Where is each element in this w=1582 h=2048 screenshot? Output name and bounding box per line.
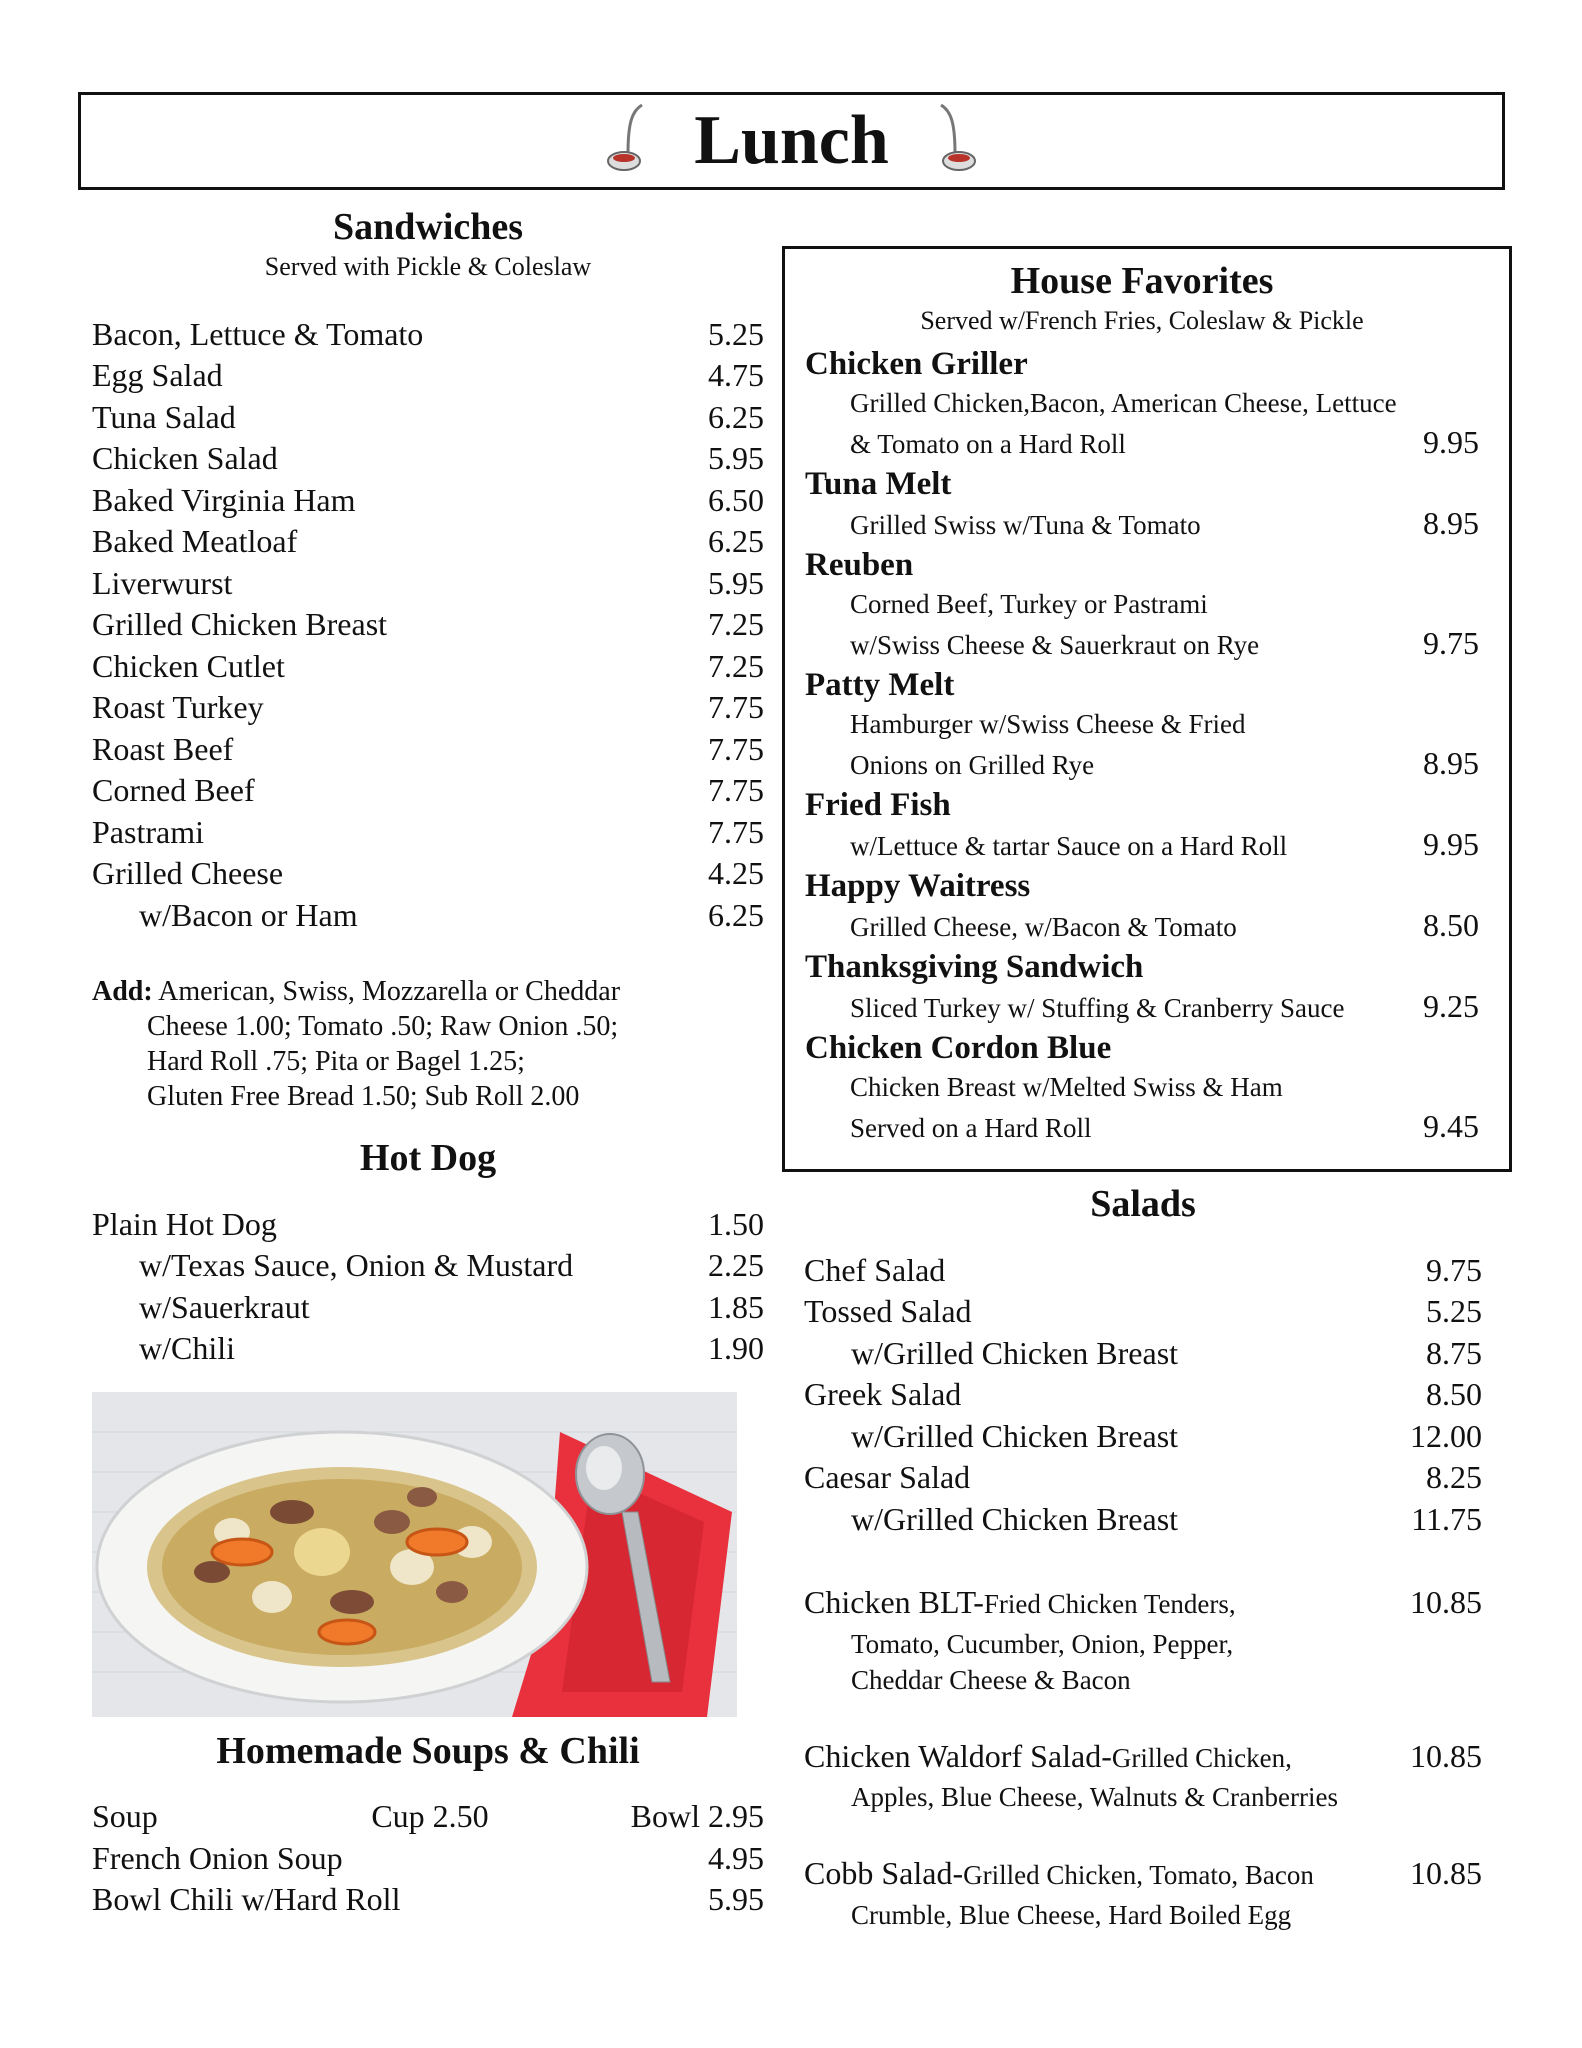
sandwiches-heading: Sandwiches (332, 206, 524, 248)
menu-item: Bowl Chili w/Hard Roll 5.95 (92, 1881, 764, 1918)
sandwiches-subtitle: Served with Pickle & Coleslaw (264, 251, 592, 281)
menu-item: w/Grilled Chicken Breast 11.75 (851, 1500, 1482, 1537)
menu-item: Corned Beef 7.75 (92, 772, 764, 809)
favorite-item: Happy Waitress Grilled Cheese, w/Bacon & Tomato 8.50 (805, 867, 1479, 943)
hot-dog-heading: Hot Dog (359, 1137, 497, 1180)
menu-item: w/Texas Sauce, Onion & Mustard 2.25 (139, 1247, 764, 1284)
special-salad: Chicken Waldorf Salad-Grilled Chicken, 10.85 Apples, Blue Cheese, Walnuts & Cranberries (804, 1737, 1482, 1813)
soups-heading: Homemade Soups & Chili (216, 1729, 640, 1772)
favorite-item: Chicken Griller Grilled Chicken,Bacon, American Cheese, Lettuce & Tomato on a Hard Roll 9.95 (805, 345, 1479, 460)
menu-item: Chicken Salad 5.95 (92, 440, 764, 477)
menu-item: Grilled Cheese 4.25 (92, 855, 764, 892)
favorite-item: Patty Melt Hamburger w/Swiss Cheese & Fried Onions on Grilled Rye 8.95 (805, 666, 1479, 781)
soup-photo (92, 1392, 737, 1717)
title-banner (78, 92, 1505, 190)
favorite-item: Tuna Melt Grilled Swiss w/Tuna & Tomato 8.95 (805, 465, 1479, 541)
special-salad: Chicken BLT-Fried Chicken Tenders, 10.85 Tomato, Cucumber, Onion, Pepper, Cheddar Cheese & Bacon (804, 1584, 1482, 1695)
hot-dog-list (92, 1204, 764, 1370)
menu-item: French Onion Soup 4.95 (92, 1839, 764, 1876)
soups-list (92, 1796, 764, 1921)
menu-item: w/Sauerkraut 1.85 (139, 1288, 764, 1325)
menu-item: Baked Virginia Ham 6.50 (92, 481, 764, 518)
salad-list (804, 1250, 1482, 1541)
menu-item: Soup Cup 2.50 Bowl 2.95 (92, 1798, 764, 1835)
menu-item: Pastrami 7.75 (92, 813, 764, 850)
menu-item: w/Bacon or Ham 6.25 (139, 896, 764, 933)
house-favorites-box (782, 246, 1512, 1172)
menu-item: Tossed Salad 5.25 (804, 1293, 1482, 1330)
right-column (782, 246, 1512, 1933)
menu-item: Grilled Chicken Breast 7.25 (92, 606, 764, 643)
menu-item: Greek Salad 8.50 (804, 1376, 1482, 1413)
add-label: Add: (92, 976, 153, 1008)
house-favorites-heading: House Favorites (1010, 260, 1274, 302)
favorite-item: Reuben Corned Beef, Turkey or Pastrami w/Swiss Cheese & Sauerkraut on Rye 9.75 (805, 546, 1479, 661)
menu-item: w/Grilled Chicken Breast 12.00 (851, 1417, 1482, 1454)
menu-item: Tuna Salad 6.25 (92, 398, 764, 435)
menu-item: Chef Salad 9.75 (804, 1251, 1482, 1288)
salads-heading: Salads (1090, 1183, 1196, 1225)
menu-item: Roast Turkey 7.75 (92, 689, 764, 726)
ladle-icon (602, 101, 652, 181)
special-salad: Cobb Salad-Grilled Chicken, Tomato, Bacon 10.85 Crumble, Blue Cheese, Hard Boiled Egg (804, 1855, 1482, 1930)
menu-item: Egg Salad 4.75 (92, 357, 764, 394)
menu-item: Bacon, Lettuce & Tomato 5.25 (92, 315, 764, 352)
menu-item: Roast Beef 7.75 (92, 730, 764, 767)
sandwich-list (92, 314, 764, 937)
house-favorites-subtitle: Served w/French Fries, Coleslaw & Pickle (920, 305, 1364, 335)
left-column (92, 205, 764, 1921)
menu-item: w/Grilled Chicken Breast 8.75 (851, 1334, 1482, 1371)
ladle-icon (931, 101, 981, 181)
favorite-item: Fried Fish w/Lettuce & tartar Sauce on a Hard Roll 9.95 (805, 786, 1479, 862)
favorite-item: Thanksgiving Sandwich Sliced Turkey w/ Stuffing & Cranberry Sauce 9.25 (805, 948, 1479, 1024)
menu-item: Caesar Salad 8.25 (804, 1459, 1482, 1496)
add-ons: Add: American, Swiss, Mozzarella or Cheddar Cheese 1.00; Tomato .50; Raw Onion .50; Hard Roll .75; Pita or Bagel 1.25; Gluten Free Bread 1.50; Sub Roll 2.00 (92, 976, 621, 1113)
menu-item: Baked Meatloaf 6.25 (92, 523, 764, 560)
menu-item: Liverwurst 5.95 (92, 564, 764, 601)
menu-item: Chicken Cutlet 7.25 (92, 647, 764, 684)
menu-item: w/Chili 1.90 (139, 1330, 764, 1367)
favorite-item: Chicken Cordon Blue Chicken Breast w/Melted Swiss & Ham Served on a Hard Roll 9.45 (805, 1029, 1479, 1144)
page-title: Lunch (694, 102, 889, 179)
menu-item: Plain Hot Dog 1.50 (92, 1205, 764, 1242)
